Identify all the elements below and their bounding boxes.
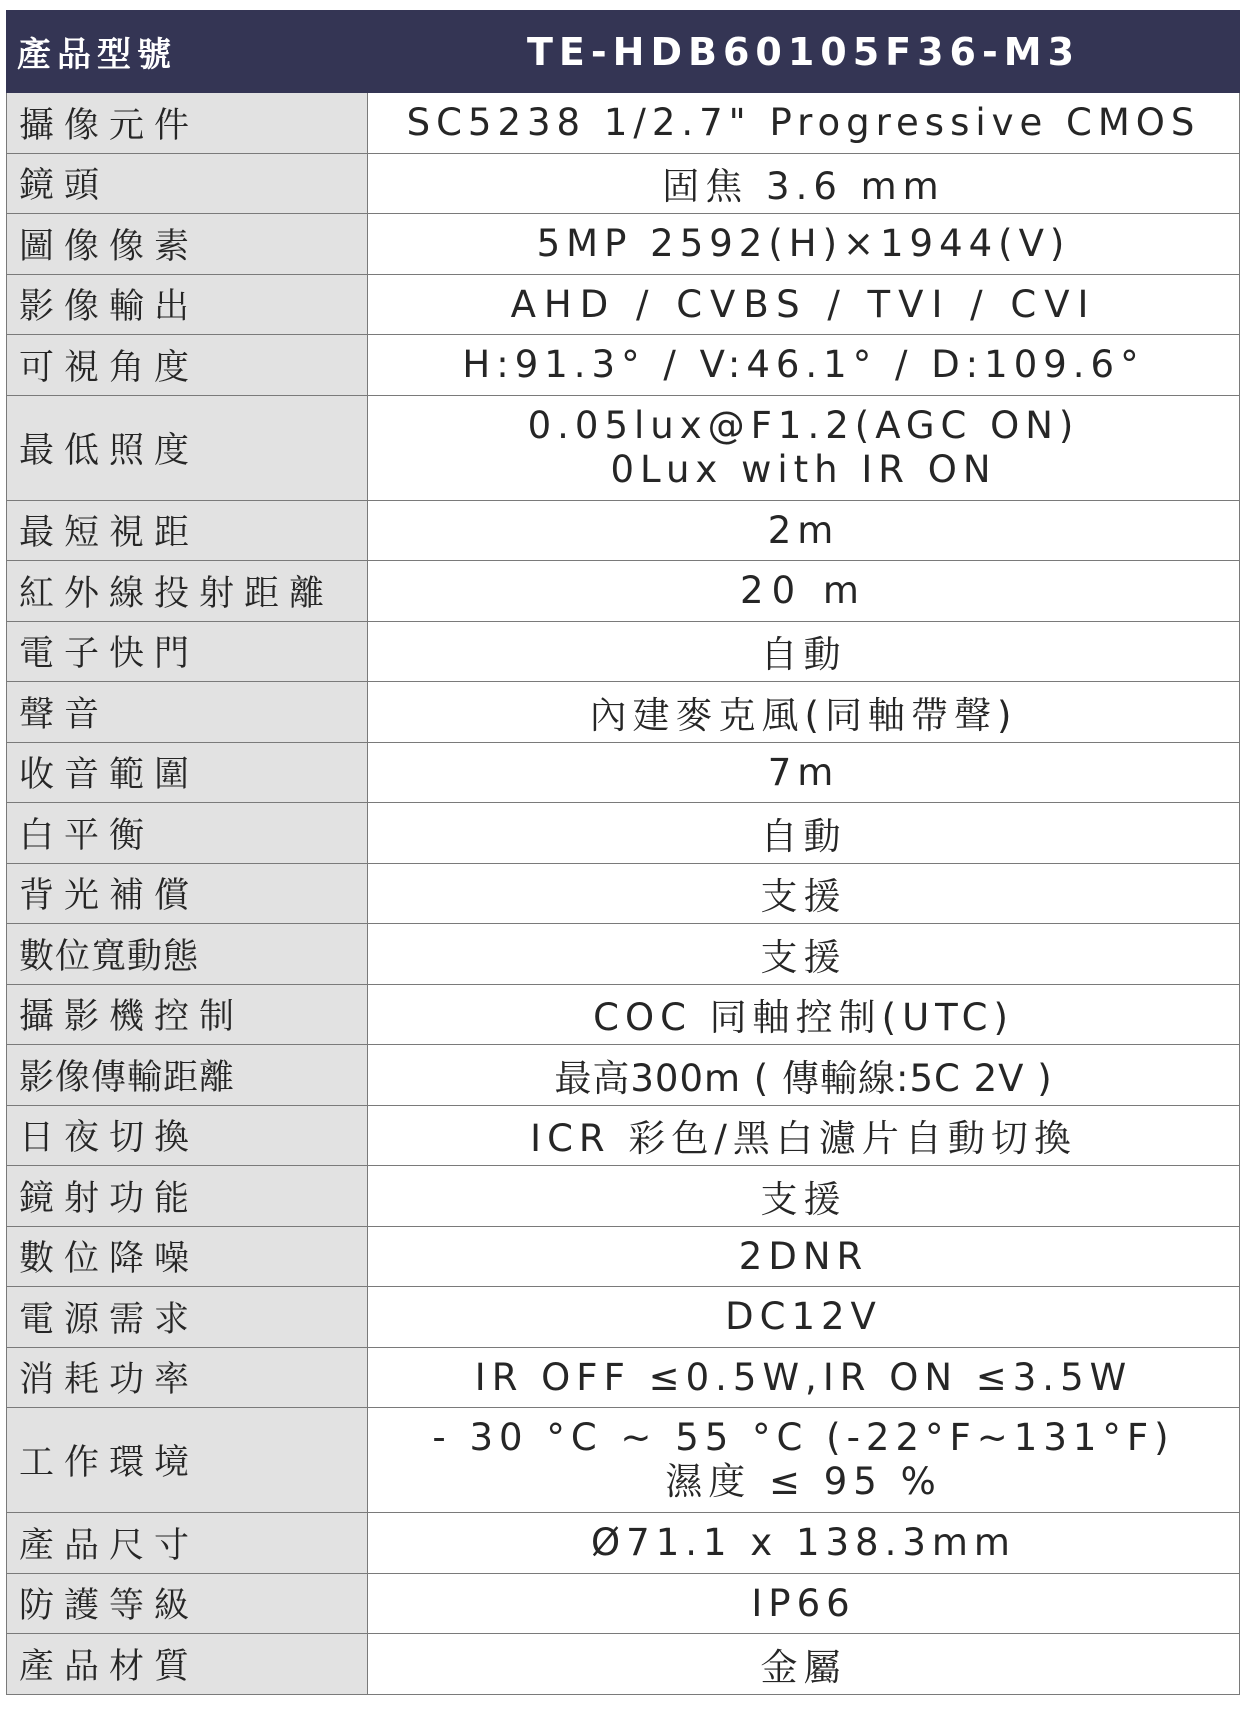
spec-value: IP66 bbox=[368, 1573, 1240, 1634]
spec-value: 最高300m ( 傳輸線:5C 2V ) bbox=[368, 1045, 1240, 1106]
spec-value: ICR 彩色/黑白濾片自動切換 bbox=[368, 1105, 1240, 1166]
spec-row-material bbox=[7, 1634, 1240, 1695]
spec-row-lens bbox=[7, 153, 1240, 214]
spec-value: AHD / CVBS / TVI / CVI bbox=[368, 274, 1240, 335]
spec-label: 消耗功率 bbox=[7, 1347, 368, 1408]
spec-value: IR OFF ≤0.5W,IR ON ≤3.5W bbox=[368, 1347, 1240, 1408]
spec-label: 防護等級 bbox=[7, 1573, 368, 1634]
spec-label: 紅外線投射距離 bbox=[7, 561, 368, 622]
spec-label: 產品材質 bbox=[7, 1634, 368, 1695]
spec-value: 7m bbox=[368, 742, 1240, 803]
spec-label: 攝影機控制 bbox=[7, 984, 368, 1045]
header-label: 產品型號 bbox=[7, 11, 368, 93]
spec-label: 工作環境 bbox=[7, 1408, 368, 1513]
spec-row-day-night bbox=[7, 1105, 1240, 1166]
spec-label: 鏡射功能 bbox=[7, 1166, 368, 1227]
spec-row-min-illumination bbox=[7, 395, 1240, 500]
header-row bbox=[7, 11, 1240, 93]
spec-table bbox=[6, 10, 1240, 1695]
spec-label: 產品尺寸 bbox=[7, 1513, 368, 1574]
spec-row-wdr bbox=[7, 924, 1240, 985]
spec-row-backlight bbox=[7, 863, 1240, 924]
spec-value: 2DNR bbox=[368, 1226, 1240, 1287]
spec-label: 影像傳輸距離 bbox=[7, 1045, 368, 1106]
spec-value: 固焦 3.6 mm bbox=[368, 153, 1240, 214]
spec-value: 5MP 2592(H)×1944(V) bbox=[368, 214, 1240, 275]
spec-value: 20 m bbox=[368, 561, 1240, 622]
spec-row-protection bbox=[7, 1573, 1240, 1634]
spec-row-dnr bbox=[7, 1226, 1240, 1287]
spec-label: 收音範圍 bbox=[7, 742, 368, 803]
spec-row-shutter bbox=[7, 621, 1240, 682]
spec-label: 圖像像素 bbox=[7, 214, 368, 275]
spec-value: 支援 bbox=[368, 863, 1240, 924]
spec-row-resolution bbox=[7, 214, 1240, 275]
spec-value: 金屬 bbox=[368, 1634, 1240, 1695]
spec-label: 白平衡 bbox=[7, 803, 368, 864]
spec-row-ir-distance bbox=[7, 561, 1240, 622]
spec-label: 影像輸出 bbox=[7, 274, 368, 335]
spec-value: 2m bbox=[368, 500, 1240, 561]
spec-row-camera-control bbox=[7, 984, 1240, 1045]
spec-label: 最短視距 bbox=[7, 500, 368, 561]
spec-value: 支援 bbox=[368, 1166, 1240, 1227]
spec-label: 日夜切換 bbox=[7, 1105, 368, 1166]
spec-row-white-balance bbox=[7, 803, 1240, 864]
spec-label: 數位降噪 bbox=[7, 1226, 368, 1287]
spec-label: 電源需求 bbox=[7, 1287, 368, 1348]
spec-value bbox=[368, 395, 1240, 500]
spec-label: 聲音 bbox=[7, 682, 368, 743]
spec-value-line-2: 0Lux with IR ON bbox=[610, 447, 997, 491]
spec-value: 支援 bbox=[368, 924, 1240, 985]
spec-row-power bbox=[7, 1287, 1240, 1348]
spec-value-line-1: - 30 °C ~ 55 °C (-22°F~131°F) bbox=[432, 1416, 1175, 1459]
spec-value: COC 同軸控制(UTC) bbox=[368, 984, 1240, 1045]
spec-label: 可視角度 bbox=[7, 335, 368, 396]
spec-row-dimensions bbox=[7, 1513, 1240, 1574]
spec-value bbox=[368, 1408, 1240, 1513]
spec-row-environment bbox=[7, 1408, 1240, 1513]
spec-value: 內建麥克風(同軸帶聲) bbox=[368, 682, 1240, 743]
spec-row-mirror bbox=[7, 1166, 1240, 1227]
spec-value-line-2: 濕度 ≤ 95 % bbox=[665, 1460, 942, 1503]
spec-label: 最低照度 bbox=[7, 395, 368, 500]
spec-label: 電子快門 bbox=[7, 621, 368, 682]
spec-value: SC5238 1/2.7" Progressive CMOS bbox=[368, 93, 1240, 154]
spec-value: H:91.3° / V:46.1° / D:109.6° bbox=[368, 335, 1240, 396]
spec-value: 自動 bbox=[368, 621, 1240, 682]
spec-label: 背光補償 bbox=[7, 863, 368, 924]
spec-row-sensor bbox=[7, 93, 1240, 154]
spec-value: DC12V bbox=[368, 1287, 1240, 1348]
spec-label: 鏡頭 bbox=[7, 153, 368, 214]
spec-row-audio bbox=[7, 682, 1240, 743]
spec-row-audio-range bbox=[7, 742, 1240, 803]
spec-value: Ø71.1 x 138.3mm bbox=[368, 1513, 1240, 1574]
spec-row-transmission bbox=[7, 1045, 1240, 1106]
spec-label: 數位寬動態 bbox=[7, 924, 368, 985]
spec-value-line-1: 0.05lux@F1.2(AGC ON) bbox=[527, 403, 1080, 447]
spec-value: 自動 bbox=[368, 803, 1240, 864]
spec-row-video-output bbox=[7, 274, 1240, 335]
spec-label: 攝像元件 bbox=[7, 93, 368, 154]
spec-row-consumption bbox=[7, 1347, 1240, 1408]
model-number: TE-HDB60105F36-M3 bbox=[368, 11, 1240, 93]
spec-row-min-distance bbox=[7, 500, 1240, 561]
spec-row-viewing-angle bbox=[7, 335, 1240, 396]
